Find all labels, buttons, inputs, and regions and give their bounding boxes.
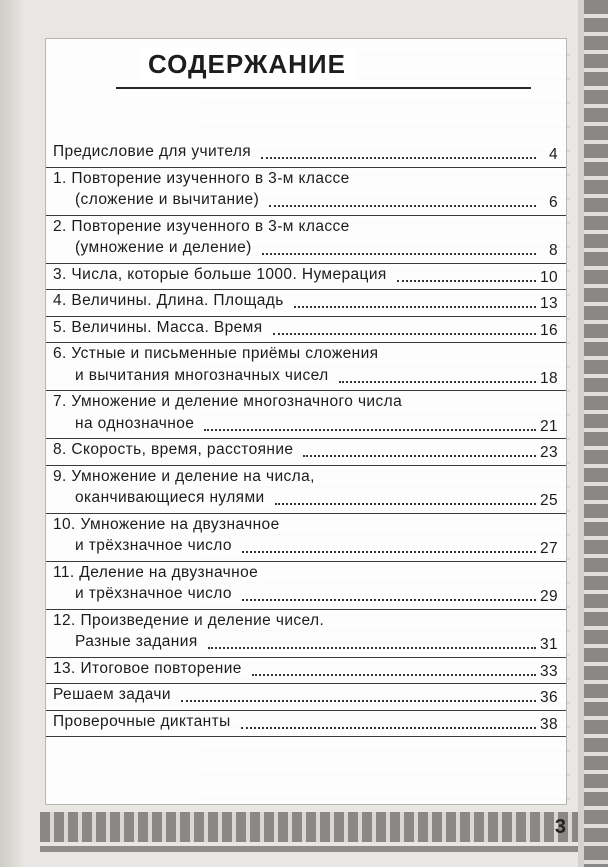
toc-entry-title: 8. Скорость, время, расстояние [53, 441, 294, 458]
entry-divider [46, 513, 566, 514]
entry-divider [46, 289, 566, 290]
toc-entry-line [46, 143, 566, 165]
toc-entry-title: (сложение и вычитание) [75, 191, 260, 208]
toc-entry-line [46, 489, 566, 511]
toc-entry-line [46, 218, 566, 240]
dot-leader [181, 686, 536, 702]
contents-heading: СОДЕРЖАНИЕ [138, 47, 356, 82]
entry-divider [46, 609, 566, 610]
toc-entry-line [46, 441, 566, 463]
toc-entry[interactable] [46, 612, 566, 655]
toc-leader-row [238, 537, 558, 558]
toc-entry-title: 3. Числа, которые больше 1000. Нумерация [53, 265, 387, 283]
toc-entry-title: и трёхзначное число [75, 537, 232, 554]
toc-entry[interactable] [46, 143, 566, 165]
entry-divider [46, 167, 566, 168]
toc-entry-title: 9. Умножение и деление на числа, [53, 467, 315, 485]
toc-entry[interactable] [46, 441, 566, 463]
toc-entry-line [46, 367, 566, 389]
entry-divider [46, 390, 566, 391]
bottom-rule [40, 846, 578, 852]
toc-entry-title: 4. Величины. Длина. Площадь [53, 292, 284, 309]
toc-entry-title: 6. Устные и письменные приёмы сложения [53, 345, 379, 362]
dot-leader [242, 537, 536, 553]
toc-leader-row [290, 292, 558, 313]
dot-leader [273, 319, 536, 335]
page-number: 3 [554, 816, 566, 838]
toc-entry-line [46, 415, 566, 437]
toc-entry-line [46, 170, 566, 192]
toc-leader-row [271, 489, 558, 510]
dot-leader [208, 633, 536, 649]
toc-entry-line [46, 537, 566, 559]
toc-page-number: 27 [539, 540, 558, 557]
toc-entry-line [46, 516, 566, 538]
toc-entry[interactable] [46, 468, 566, 511]
toc-entry-title: Предисловие для учителя [53, 143, 252, 160]
toc-entry-title: 11. Деление на двузначное [53, 563, 259, 581]
toc-leader-row [269, 319, 558, 340]
toc-entry-title: оканчивающиеся нулями [75, 489, 265, 506]
contents-panel [45, 38, 567, 805]
toc-entry[interactable] [46, 266, 566, 288]
toc-page-number: 13 [539, 295, 558, 312]
toc-entry-title: 1. Повторение изученного в 3-м классе [53, 169, 350, 187]
toc-entry-line [46, 319, 566, 341]
dot-leader [294, 292, 536, 308]
toc-page-number: 33 [539, 662, 558, 680]
toc-leader-row [299, 441, 558, 462]
entry-divider [46, 561, 566, 562]
toc-entry-line [46, 660, 566, 682]
entry-divider [46, 683, 566, 684]
toc-page-number: 29 [539, 588, 558, 605]
toc-leader-row [257, 143, 558, 164]
toc-entry[interactable] [46, 393, 566, 436]
dot-leader [275, 489, 536, 505]
toc-entry[interactable] [46, 686, 566, 708]
toc-leader-row [335, 367, 558, 388]
dot-leader [252, 660, 536, 676]
dot-leader [261, 143, 536, 159]
decorative-bottom-border [40, 812, 578, 842]
entry-divider [46, 465, 566, 466]
toc-page-number: 23 [539, 444, 558, 461]
dot-leader [242, 585, 536, 601]
toc-page-number: 18 [539, 369, 558, 387]
toc-entry[interactable] [46, 319, 566, 341]
toc-page-number: 25 [539, 492, 558, 509]
toc-page-number: 8 [548, 242, 558, 259]
toc-leader-row [200, 415, 558, 436]
toc-entry-title: 7. Умножение и деление многозначного числа [53, 393, 403, 410]
toc-entry[interactable] [46, 660, 566, 682]
toc-entry-line [46, 585, 566, 607]
toc-entry-line [46, 686, 566, 708]
dot-leader [397, 266, 536, 282]
toc-entry[interactable] [46, 170, 566, 213]
toc-entry-title: Проверочные диктанты [53, 712, 231, 730]
entry-divider [46, 215, 566, 216]
entry-divider [46, 736, 566, 737]
toc-entry-line [46, 191, 566, 213]
dot-leader [262, 239, 536, 255]
toc-entry-title: 12. Произведение и деление чисел. [53, 611, 325, 629]
entry-divider [46, 263, 566, 264]
toc-page-number: 16 [539, 321, 558, 339]
toc-leader-row [248, 660, 558, 681]
toc-leader-row [237, 713, 558, 734]
entry-divider [46, 657, 566, 658]
toc-entry[interactable] [46, 292, 566, 314]
heading-underline [116, 87, 531, 89]
entry-divider [46, 438, 566, 439]
toc-entry-line [46, 292, 566, 314]
dot-leader [303, 441, 536, 457]
toc-page-number: 21 [539, 417, 558, 435]
toc-entry-title: 10. Умножение на двузначное [53, 515, 280, 533]
table-of-contents [46, 143, 566, 739]
toc-entry-title: на однозначное [75, 414, 195, 432]
toc-leader-row [265, 191, 558, 212]
toc-leader-row [238, 585, 558, 606]
toc-entry-line [46, 393, 566, 415]
toc-entry-title: 13. Итоговое повторение [53, 659, 242, 677]
dot-leader [204, 415, 536, 431]
toc-entry[interactable] [46, 713, 566, 735]
toc-entry-line [46, 239, 566, 261]
toc-entry-line [46, 345, 566, 367]
toc-page-number: 36 [539, 689, 558, 706]
page-edge [0, 0, 22, 867]
toc-entry-line [46, 266, 566, 288]
toc-page-number: 10 [539, 268, 558, 286]
toc-page-number: 31 [539, 636, 558, 653]
toc-entry[interactable] [46, 564, 566, 607]
toc-entry-line [46, 468, 566, 490]
toc-entry-title: и трёхзначное число [75, 585, 232, 602]
toc-entry-line [46, 612, 566, 634]
toc-entry[interactable] [46, 345, 566, 388]
toc-entry-title: 5. Величины. Масса. Время [53, 318, 263, 336]
dot-leader [269, 191, 536, 207]
decorative-right-border [578, 0, 608, 867]
entry-divider [46, 342, 566, 343]
toc-entry[interactable] [46, 516, 566, 559]
toc-entry-title: и вычитания многозначных чисел [75, 366, 329, 384]
toc-entry-title: Решаем задачи [53, 686, 171, 703]
toc-entry-title: (умножение и деление) [75, 239, 252, 256]
toc-entry[interactable] [46, 218, 566, 261]
toc-page-number: 38 [539, 715, 558, 733]
toc-entry-title: Разные задания [75, 633, 198, 650]
dot-leader [339, 367, 536, 383]
toc-leader-row [258, 239, 558, 260]
entry-divider [46, 316, 566, 317]
toc-page-number: 4 [548, 146, 558, 163]
toc-entry-title: 2. Повторение изученного в 3-м классе [53, 217, 350, 235]
toc-leader-row [204, 633, 558, 654]
toc-entry-line [46, 633, 566, 655]
toc-entry-line [46, 564, 566, 586]
entry-divider [46, 710, 566, 711]
toc-leader-row [177, 686, 558, 707]
toc-entry-line [46, 713, 566, 735]
dot-leader [241, 713, 536, 729]
toc-page-number: 6 [548, 194, 558, 211]
toc-leader-row [393, 266, 558, 287]
